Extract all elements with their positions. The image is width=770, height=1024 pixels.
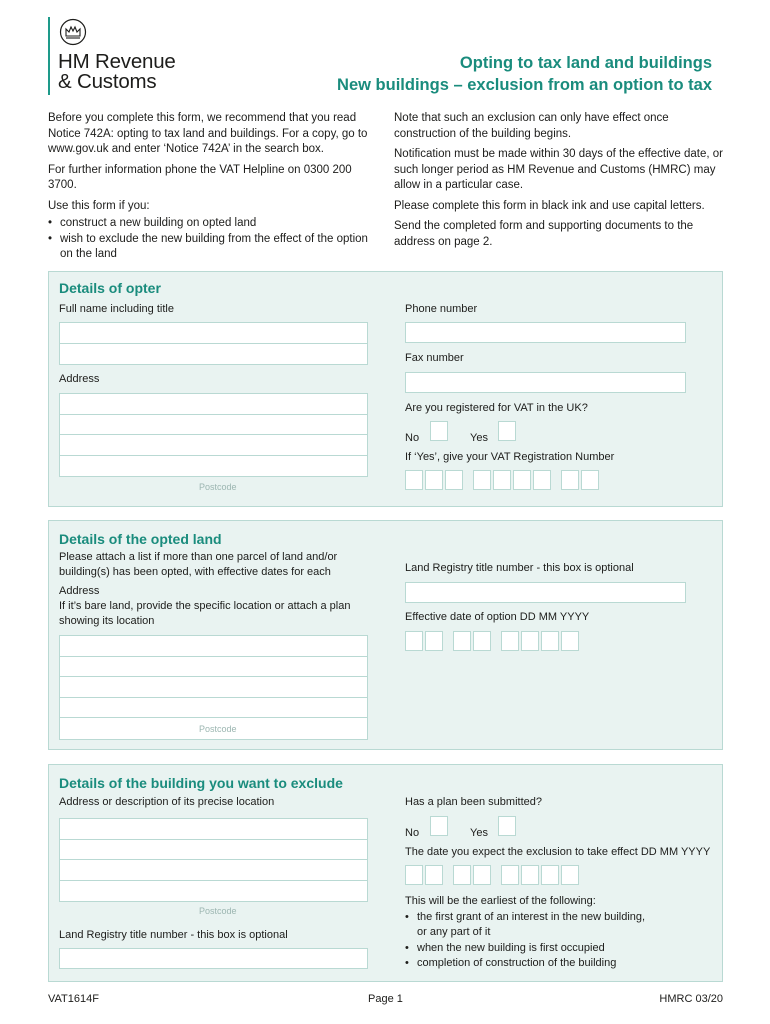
digit-box[interactable] [521,631,539,651]
brand-logo-text [58,52,176,92]
plan-no-label: No [405,827,420,839]
full-name-line-2[interactable] [60,344,367,365]
intro-helpline-text: For further information phone the VAT Helpline on 0300 200 3700. [48,163,352,191]
list-item: • construct a new building on opted land [48,216,383,232]
phone-label: Phone number [405,303,478,315]
address-line[interactable] [60,657,367,678]
list-item: • the first grant of an interest in the new building, [405,910,705,926]
earliest-list [405,894,705,972]
intro-left [48,111,383,263]
intro-send-text: Send the completed form and supporting documents to the address on page 2. [394,220,694,248]
fax-label: Fax number [405,352,464,364]
building-address-field[interactable] [59,818,368,902]
land-registry-input[interactable] [405,582,686,603]
address-line[interactable] [60,698,367,719]
intro-notification-text: Notification must be made within 30 days of the effective date, or such longer period as HM Revenue and Customs (HMRC) may allow in a particular case. [394,148,723,191]
digit-box[interactable] [513,470,531,490]
address-line[interactable] [60,840,367,861]
expected-date-input[interactable] [405,865,581,885]
digit-box[interactable] [425,631,443,651]
digit-box[interactable] [453,865,471,885]
effective-date-input[interactable] [405,631,581,651]
digit-box[interactable] [445,470,463,490]
building-land-registry-label: Land Registry title number - this box is optional [59,929,288,941]
vat-registered-question: Are you registered for VAT in the UK? [405,402,588,414]
digit-box[interactable] [405,470,423,490]
address-postcode-row[interactable] [60,456,367,477]
form-title [337,52,712,96]
address-line[interactable] [60,636,367,657]
address-line[interactable] [60,394,367,415]
opted-land-panel [48,520,723,750]
digit-box[interactable] [405,631,423,651]
land-postcode-hint: Postcode [199,724,237,734]
brand-line-1: HM Revenue [58,50,176,73]
digit-box[interactable] [473,470,491,490]
vat-no-checkbox[interactable] [430,421,448,441]
list-item-continuation: or any part of it [417,926,491,938]
digit-box[interactable] [561,865,579,885]
plan-yes-label: Yes [470,827,488,839]
full-name-field[interactable] [59,322,368,365]
land-registry-label: Land Registry title number - this box is optional [405,562,634,574]
attach-list-line-1: Please attach a list if more than one parcel of land and/or [59,551,338,563]
digit-box[interactable] [521,865,539,885]
attach-list-line-2: building(s) has been opted, with effective dates for each [59,566,331,578]
title-line-2: New buildings – exclusion from an option to tax [337,76,712,94]
building-address-label: Address or description of its precise location [59,796,275,808]
address-line[interactable] [60,819,367,840]
plan-yes-checkbox[interactable] [498,816,516,836]
opter-panel [48,271,723,507]
crown-crest-icon [58,18,88,46]
address-line[interactable] [60,415,367,436]
form-version: HMRC 03/20 [659,993,723,1005]
digit-box[interactable] [473,631,491,651]
opted-land-section-title: Details of the opted land [59,531,222,547]
opter-section-title: Details of opter [59,280,161,296]
intro-use-text: Use this form if you: [48,199,150,212]
phone-input[interactable] [405,322,686,343]
bare-land-line-1: If it’s bare land, provide the specific location or attach a plan [59,600,351,612]
effective-date-label: Effective date of option DD MM YYYY [405,611,590,623]
building-land-registry-input[interactable] [59,948,368,969]
digit-box[interactable] [493,470,511,490]
list-item: • wish to exclude the new building from the effect of the option on the land [48,232,383,263]
intro-right [394,111,729,255]
digit-box[interactable] [501,865,519,885]
earliest-label: This will be the earliest of the following: [405,895,596,907]
expected-date-label: The date you expect the exclusion to take effect DD MM YYYY [405,846,711,858]
bare-land-line-2: showing its location [59,615,155,627]
intro-use-list [48,216,383,263]
logo-rule [48,17,50,95]
digit-box[interactable] [533,470,551,490]
opter-postcode-hint: Postcode [199,482,237,492]
list-item: • when the new building is first occupied [405,941,705,957]
digit-box[interactable] [561,470,579,490]
form-code: VAT1614F [48,993,99,1005]
digit-box[interactable] [541,865,559,885]
plan-submitted-question: Has a plan been submitted? [405,796,542,808]
digit-box[interactable] [425,470,443,490]
intro-ink-text: Please complete this form in black ink and use capital letters. [394,199,705,212]
building-panel [48,764,723,982]
vat-number-input[interactable] [405,470,601,490]
building-postcode-hint: Postcode [199,906,237,916]
full-name-label: Full name including title [59,303,174,315]
address-line[interactable] [60,435,367,456]
opter-address-label: Address [59,373,100,385]
land-address-label: Address [59,585,100,597]
digit-box[interactable] [453,631,471,651]
vat-yes-checkbox[interactable] [498,421,516,441]
intro-notice-text: Before you complete this form, we recommend that you read Notice 742A: opting to tax land and buildings. For a copy, go to www.gov.uk and enter ‘Notice 742A’ in the search box. [48,112,368,155]
fax-input[interactable] [405,372,686,393]
digit-box[interactable] [581,470,599,490]
list-item: • completion of construction of the building [405,956,705,972]
full-name-line-1[interactable] [60,323,367,344]
intro-exclusion-note: Note that such an exclusion can only have effect once construction of the building begins. [394,112,669,140]
plan-no-checkbox[interactable] [430,816,448,836]
brand-line-2: & Customs [58,70,157,93]
address-line[interactable] [60,677,367,698]
vat-yes-label: Yes [470,432,488,444]
digit-box[interactable] [541,631,559,651]
digit-box[interactable] [425,865,443,885]
digit-box[interactable] [501,631,519,651]
title-line-1: Opting to tax land and buildings [459,54,712,72]
vat-no-label: No [405,432,420,444]
digit-box[interactable] [473,865,491,885]
vat-number-label: If ‘Yes’, give your VAT Registration Number [405,451,615,463]
page-number: Page 1 [368,993,403,1005]
address-postcode-row[interactable] [60,881,367,902]
digit-box[interactable] [405,865,423,885]
address-line[interactable] [60,860,367,881]
building-section-title: Details of the building you want to exclude [59,775,343,791]
digit-box[interactable] [561,631,579,651]
opter-address-field[interactable] [59,393,368,477]
